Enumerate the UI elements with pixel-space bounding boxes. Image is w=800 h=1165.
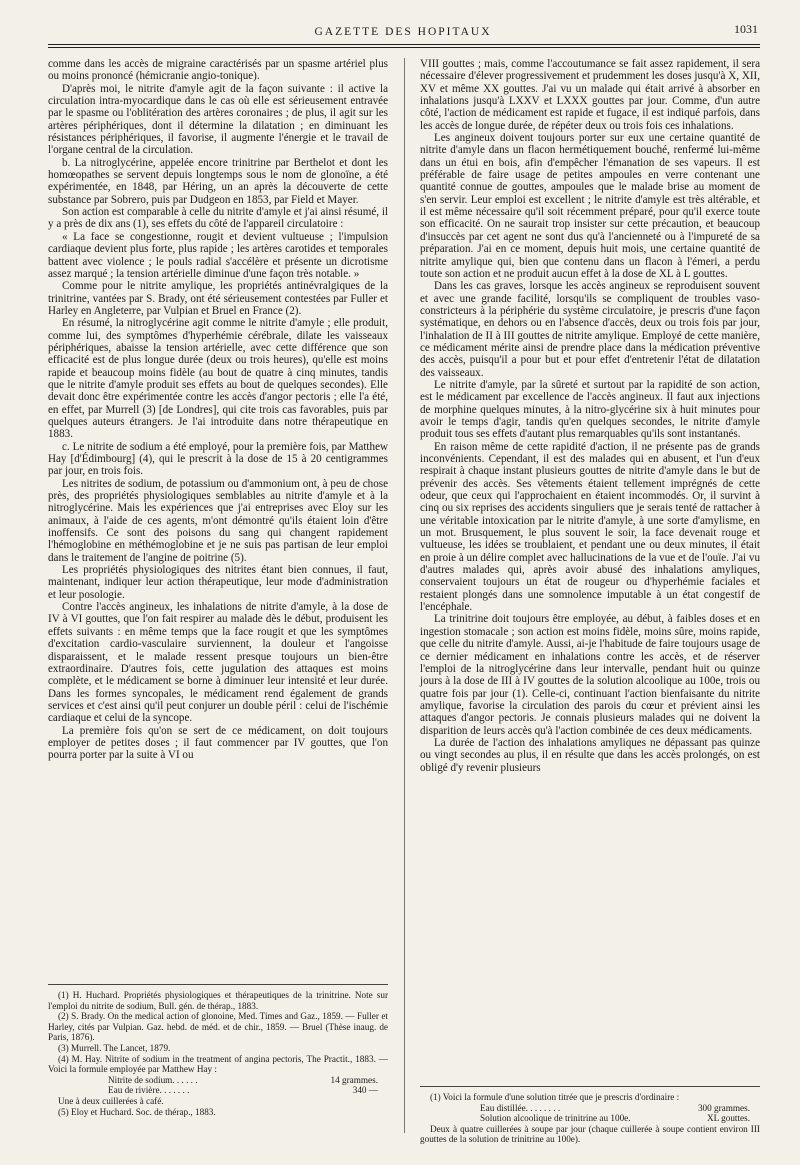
paragraph: VIII gouttes ; mais, comme l'accoutumance se fait assez rapidement, il sera nécessaire d'élever progressivement et prudemment les doses jusqu'à X, XII, XV et même XX gouttes. J'ai vu un malade qui était arrivé à absorber en inhalations jusqu'à LXXV et LXXX gouttes par jour. Comme, d'un autre côté, l'action de médicament est rapide et fugace, il est indiqué parfois, dans les accès de longue durée, de répéter deux ou trois fois ces inhalations. [420, 58, 760, 132]
header-rule [48, 44, 760, 45]
paragraph: Les angineux doivent toujours porter sur eux une certaine quantité de nitrite d'amyle dans un flacon hermétiquement bouché, renfermé lui-même dans un étui en bois, afin d'empêcher l'émanation de ses vapeurs. Il est préférable de faire usage de petites ampoules en verre contenant une quantité connue de gouttes, ampoules que le malade brise au moment de s'en servir. Leur emploi est excellent ; le nitrite d'amyle est très altérable, et il est même nécessaire qu'il soit récemment préparé, pour qu'il exerce toute son efficacité. On ne saurait trop insister sur cette précaution, et beaucoup d'insuccès par cet agent ne sont dus qu'à l'ancienneté ou à l'impureté de sa préparation. J'ai en ce moment, depuis huit mois, une certaine quantité de nitrite amylique qui, bien que contenu dans un flacon à l'émeri, a perdu toute son action et ne produit aucun effet à la dose de XL à L gouttes. [420, 132, 760, 280]
paragraph: La durée de l'action des inhalations amyliques ne dépassant pas quinze ou vingt secondes au plus, il en résulte que dans les accès prolongés, on est obligé d'y revenir plusieurs [420, 736, 760, 774]
recipe-quantity: 340 — [352, 1085, 378, 1096]
recipe-quantity: 14 grammes. [330, 1074, 378, 1085]
paragraph: c. Le nitrite de sodium a été employé, pour la première fois, par Matthew Hay [d'Édimbourg] (4), qui le prescrit à la dose de 15 à 20 centigrammes par jour, en trois fois. [48, 440, 388, 478]
column-rule [404, 58, 405, 1133]
recipe-ingredient: Solution alcoolique de trinitrine au 100e. [480, 1113, 631, 1124]
recipe-line [420, 1113, 760, 1124]
footnote-rule [48, 984, 388, 985]
paragraph: D'après moi, le nitrite d'amyle agit de la façon suivante : il active la circulation intra-myocardique dans le cas où elle est sérieusement entravée par le spasme ou l'oblitération des artères coronaires ; de plus, il agit sur les artères périphériques, dont il détermine la dilatation ; en diminuant les résistances périphériques, il favorise, il augmente l'énergie et le travail de l'organe central de la circulation. [48, 82, 388, 157]
paragraph: b. La nitroglycérine, appelée encore trinitrine par Berthelot et dont les homœopathes se servent depuis longtemps sous le nom de glonoïne, a été expérimentée, en 1848, par Héring, un an après la découverte de cette substance par Sobrero, puis par Dudgeon en 1853, par Field et Mayer. [48, 156, 388, 206]
paragraph: « La face se congestionne, rougit et devient vultueuse ; l'impulsion cardiaque devient plus forte, plus rapide ; les artères carotides et temporales battent avec violence ; le pouls radial s'accélère et présente un dicrotisme assez marqué ; la tension artérielle diminue d'une façon très notable. » [48, 230, 388, 280]
page-header [48, 22, 758, 42]
footnote: (1) Voici la formule d'une solution titrée que je prescris d'ordinaire : [430, 1092, 680, 1102]
footnote-rule [420, 1086, 760, 1087]
recipe-ingredient: Eau de rivière. . . . . . . [108, 1085, 190, 1096]
footnote: (1) H. Huchard. Propriétés physiologiques et thérapeutiques de la trinitrine. Note sur l'emploi du nitrite de sodium, Bull. gén. de thérap., 1883. [48, 990, 388, 1011]
paragraph: Dans les cas graves, lorsque les accès angineux se reproduisent souvent et avec une grande facilité, lorsqu'ils se compliquent de troubles vaso-constricteurs à la périphérie du système circulatoire, je prescris d'une façon systématique, en dehors ou en l'absence d'accès, deux ou trois fois par jour, l'inhalation de II à III gouttes de nitrite amylique. Employé de cette manière, ce médicament mérite ainsi de prendre place dans la médication préventive des accès, puisqu'il a pour but et pour effet d'entretenir l'état de dilatation des vaisseaux. [420, 280, 760, 379]
footnote: Une à deux cuillerées à café. [58, 1095, 164, 1106]
journal-title: GAZETTE DES HOPITAUX [314, 26, 492, 38]
paragraph: comme dans les accès de migraine caractérisés par un spasme artériel plus ou moins prononcé (hémicranie angio-tonique). [48, 58, 388, 83]
footnote: (3) Murrell. The Lancet, 1879. [58, 1042, 171, 1053]
recipe-quantity: XL gouttes. [706, 1113, 750, 1124]
header-rule-thin [48, 47, 760, 48]
recipe-quantity: 300 grammes. [697, 1102, 750, 1113]
paragraph: Les propriétés physiologiques des nitrites étant bien connues, il faut, maintenant, indiquer leur action thérapeutique, leur mode d'administration et leur posologie. [48, 564, 388, 601]
paragraph: En raison même de cette rapidité d'action, il ne présente pas de grands inconvénients. Cependant, il est des malades qui en abusent, et l'un d'eux respirait à chaque instant plusieurs gouttes de nitrite d'amyle dans le but de prévenir des accès. Ses vêtements étaient tellement imprégnés de cette odeur, que ceux qui l'approchaient en étaient incommodés. Or, il survint à cinq ou six reprises des accidents singuliers que je serais tenté de rattacher à une véritable intoxication par le nitrite d'amyle, à une sorte d'amylisme, en un mot. Brusquement, le plus souvent le soir, la face devenait rouge et vultueuse, les idées se troublaient, et pendant une ou deux minutes, il était en proie à un délire complet avec hallucinations de la vue et de l'ouïe. J'ai vu d'autres malades qui, après avoir abusé des inhalations amyliques, conservaient toujours un état de rougeur ou d'hyperhémie faciales et restaient plongés dans une somnolence imputable à un état congestif de l'encéphale. [420, 440, 760, 614]
recipe-line [420, 1103, 760, 1114]
paragraph: La première fois qu'on se sert de ce médicament, on doit toujours employer de petites doses ; il faut commencer par IV gouttes, que l'on pourra porter par la suite à VI ou [48, 724, 388, 762]
page-number: 1031 [734, 22, 758, 36]
paragraph: En résumé, la nitroglycérine agit comme le nitrite d'amyle ; elle produit, comme lui, des symptômes d'hyperhémie cérébrale, dilate les vaisseaux périphériques, abaisse la tension artérielle, avec cette différence que son efficacité est de plus longue durée (deux ou trois heures), qu'elle est moins rapide et beaucoup moins fidèle (au bout de quatre à cinq minutes, tandis que le nitrite d'amyle produit ses effets au bout de quelques secondes). Elle devait donc être expérimentée contre les accès d'angor pectoris ; elle l'a été, en effet, par Murrell (3) [de Londres], qui cite trois cas favorables, puis par quelques auteurs étrangers. Je l'ai introduite dans notre thérapeutique en 1883. [48, 317, 388, 441]
left-column [48, 58, 388, 762]
recipe-ingredient: Eau distillée. . . . . . . . [480, 1102, 561, 1113]
footnote: (4) M. Hay. Nitrite of sodium in the treatment of angina pectoris, The Practit., 1883. — Voici la formule employée par Matthew Hay : [48, 1053, 388, 1075]
footnote: Deux à quatre cuillerées à soupe par jour (chaque cuillerée à soupe contient environ III gouttes de la solution de trinitrine au 100e). [420, 1123, 760, 1145]
recipe-line [48, 1075, 388, 1086]
footnote: (5) Eloy et Huchard. Soc. de thérap., 1883. [58, 1106, 216, 1117]
paragraph: Comme pour le nitrite amylique, les propriétés antinévralgiques de la trinitrine, vantées par S. Brady, ont été sérieusement contestées par Fuller et Harley en Angleterre, par Vulpian et Bruel en France (2). [48, 280, 388, 317]
paragraph: Les nitrites de sodium, de potassium ou d'ammonium ont, à peu de chose près, des propriétés physiologiques semblables au nitrite d'amyle et à la nitroglycérine. Mais les expériences que j'ai entreprises avec Eloy sur les animaux, à l'aide de ces agents, m'ont démontré qu'ils étaient loin d'être inoffensifs. Ce sont des poisons du sang qui changent rapidement l'hémoglobine en méthémoglobine et je ne suis pas partisan de leur emploi dans le traitement de l'angine de poitrine (5). [48, 477, 388, 564]
paragraph: Son action est comparable à celle du nitrite d'amyle et j'ai ainsi résumé, il y a près de dix ans (1), ses effets du côté de l'appareil circulatoire : [48, 206, 388, 231]
right-column [420, 58, 760, 774]
left-footnotes [48, 990, 388, 1117]
paragraph: Contre l'accès angineux, les inhalations de nitrite d'amyle, à la dose de IV à VI gouttes, que l'on fait respirer au malade dès le début, produisent les effets suivants : en même temps que la face rougit et que les symptômes d'excitation cardio-vasculaire surviennent, la douleur et l'angoisse disparaissent, et le malade ressent presque toujours un bien-être extraordinaire. D'autres fois, cette jugulation des attaques est moins complète, et le médicament se borne à diminuer leur intensité et leur durée. Dans les formes syncopales, le médicament rend également de grands services et c'est ainsi qu'il peut conjurer un double péril : celui de l'ischémie cardiaque et celui de la syncope. [48, 601, 388, 725]
paragraph: Le nitrite d'amyle, par la sûreté et surtout par la rapidité de son action, est le médicament par excellence de l'accès angineux. Il faut aux injections de morphine quelques minutes, à la nitro-glycérine six à huit minutes pour avoir le temps d'agir, tandis qu'en quelques secondes, le nitrite d'amyle produit tous ses effets d'autant plus remarquables qu'ils sont instantanés. [420, 378, 760, 441]
right-footnotes [420, 1092, 760, 1145]
paragraph: La trinitrine doit toujours être employée, au début, à faibles doses et en ingestion stomacale ; son action est moins fidèle, moins sûre, moins rapide, que celle du nitrite d'amyle. Aussi, ai-je l'habitude de faire toujours usage de ce dernier médicament en inhalations contre les accès, et de réserver l'emploi de la nitroglycérine dans leur intervalle, pendant huit ou quinze jours à la dose de III à IV gouttes de la solution alcoolique au 100e, trois ou quatre fois par jour (1). Celle-ci, continuant l'action bienfaisante du nitrite amylique, favorise la circulation des parois du cœur et prévient ainsi les attaques d'angor pectoris. Je connais plusieurs malades qui ne doivent la disparition de leurs accès qu'à l'action combinée de ces deux médicaments. [420, 613, 760, 737]
recipe-line [48, 1085, 388, 1096]
footnote: (2) S. Brady. On the medical action of glonoine, Med. Times and Gaz., 1859. — Fuller et Harley, cités par Vulpian. Gaz. hebd. de méd. et de chir., 1859. — Bruel (Thèse inaug. de Paris, 1876). [48, 1011, 388, 1043]
recipe-ingredient: Nitrite de sodium. . . . . . [108, 1074, 198, 1085]
